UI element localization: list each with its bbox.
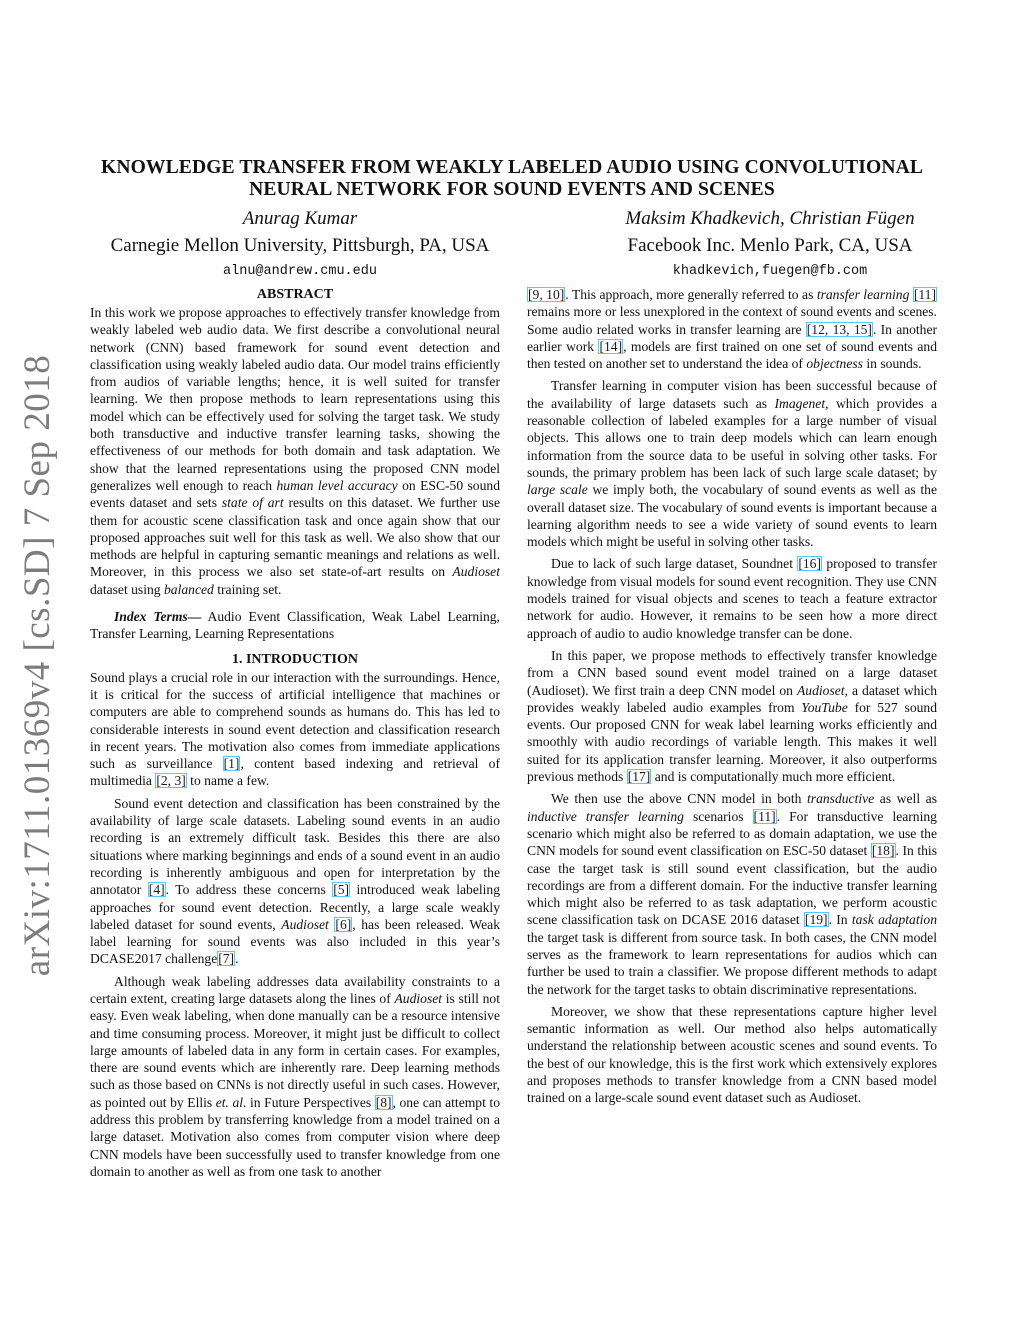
index-terms-label: Index Terms— bbox=[114, 609, 202, 625]
right-paragraph-1: [9, 10]. This approach, more generally referred to as transfer learning [11] remains more or less unexplored in the context of sound events and scenes. Some audio related works in transfer learning are [12, 13, 15]. In another earlier work [14], models are first trained on one set of sound events and then tested on another set to understand the idea of objectness in sounds. bbox=[527, 287, 937, 372]
index-terms-text: Audio Event Classification, Weak Label Learning, Transfer Learning, Learning Representations bbox=[90, 609, 500, 642]
citation-link[interactable]: [14] bbox=[599, 338, 623, 354]
left-column bbox=[90, 286, 500, 1180]
citation-link[interactable]: [8] bbox=[375, 1094, 392, 1110]
right-paragraph-6: Moreover, we show that these representations capture higher level semantic information as well. Our method also helps automatically understand the relationship between acoustic scenes and sound events. To the best of our knowledge, this is the first work which extensively explores and proposes methods to transfer knowledge from a CNN based model trained on a large-scale sound event dataset such as Audioset. bbox=[527, 1003, 937, 1106]
intro-paragraph-3: Although weak labeling addresses data availability constraints to a certain extent, creating large datasets along the lines of Audioset is still not easy. Even weak labeling, when done manually can be a resource intensive and time consuming process. Moreover, it might just be difficult to collect large amounts of labeled data in any form in certain cases. For examples, there are sound events which are inherently rare. Deep learning methods such as those based on CNNs is not directly useful in such cases. However, as pointed out by Ellis et. al. in Future Perspectives [8], one can attempt to address this problem by transferring knowledge from a model trained on a large dataset. Motivation also comes from computer vision where deep CNN models have been successfully used to transfer knowledge from one domain to another as well as from one task to another bbox=[90, 973, 500, 1179]
right-paragraph-2: Transfer learning in computer vision has been successful because of the availability of large datasets such as Imagenet, which provides a reasonable collection of labeled examples for a large number of visual objects. This allows one to train deep models which can learn enough information from the source data to be useful in solving other tasks. For sounds, the primary problem has been lack of such large scale dataset; by large scale we imply both, the vocabulary of sound events as well as the overall dataset size. The vocabulary of sound events is important because a learning algorithm needs to see a wide variety of sound events to learn models which might be useful in solving other tasks. bbox=[527, 378, 937, 550]
citation-link[interactable]: [9, 10] bbox=[528, 287, 565, 302]
introduction-heading: 1. INTRODUCTION bbox=[231, 651, 358, 667]
intro-paragraph-1: Sound plays a crucial role in our interaction with the surroundings. Hence, it is critical for the success of artificial intelligence that machines or computers are able to comprehend sounds as humans do. This has led to considerable interests in sound event detection and classification research in recent years. The motivation also comes from immediate applications such as surveillance [1], content based indexing and retrieval of multimedia [2, 3] to name a few. bbox=[90, 669, 501, 789]
author-affiliation: Carnegie Mellon University, Pittsburgh, PA, USA bbox=[110, 235, 490, 256]
author-name: Maksim Khadkevich, Christian Fügen bbox=[625, 208, 915, 229]
citation-link[interactable]: [17] bbox=[627, 769, 651, 785]
title-line-1: KNOWLEDGE TRANSFER FROM WEAKLY LABELED AUDIO USING CONVOLUTIONAL bbox=[100, 157, 923, 178]
paper-title bbox=[70, 157, 954, 201]
citation-link[interactable]: [2, 3] bbox=[156, 773, 186, 789]
abstract-paragraph: In this work we propose approaches to effectively transfer knowledge from weakly labeled web audio data. We first describe a convolutional neural network (CNN) based framework for sound event detection and classification using weakly labeled audio data. Our model trains efficiently from audios of variable lengths; hence, it is well suited for transfer learning. We then propose methods to learn representations using this model which can be effectively used for solving the target task. We study both transductive and inductive transfer learning tasks, showing the effectiveness of our methods for both domain and task adaptation. We show that the learned representations using the proposed CNN model generalizes well enough to reach human level accuracy on ESC-50 sound events dataset and sets state of art results on this dataset. We further use them for acoustic scene classification task and once again show that our proposed approaches suit well for this task as well. We also show that our methods are helpful in capturing semantic meanings and relations as well. Moreover, in this process we also set state-of-art results on Audioset dataset using balanced training set. bbox=[90, 305, 500, 597]
citation-link[interactable]: [4] bbox=[148, 882, 165, 898]
citation-link[interactable]: [11] bbox=[913, 287, 936, 302]
citation-link[interactable]: [11] bbox=[753, 808, 776, 824]
citation-link[interactable]: [1] bbox=[223, 756, 240, 772]
citation-link[interactable]: [12, 13, 15] bbox=[806, 321, 872, 337]
author-block-1 bbox=[70, 207, 530, 283]
author-name: Anurag Kumar bbox=[242, 208, 358, 229]
index-terms bbox=[90, 608, 500, 643]
arxiv-identifier-text: arXiv:1711.01369v4 [cs.SD] 7 Sep 2018 bbox=[17, 354, 59, 976]
author-email[interactable]: alnu@andrew.cmu.edu bbox=[223, 264, 377, 279]
abstract-heading: ABSTRACT bbox=[256, 287, 334, 302]
citation-link[interactable]: [16] bbox=[798, 556, 821, 572]
author-affiliation: Facebook Inc. Menlo Park, CA, USA bbox=[627, 235, 913, 256]
intro-paragraph-2: Sound event detection and classification has been constrained by the availability of large scale datasets. Labeling sound events in an audio recording is an extremely difficult task. Besides this there are also situations where marking beginnings and ends of a sound event in an audio recording is inherently ambiguous and open for interpretation by the annotator [4]. To address these concerns [5] introduced weak labeling approaches for sound event detection. Recently, a large scale weakly labeled dataset for sound events, Audioset [6], has been released. Weak label learning for sound events was also included in this year’s DCASE2017 challenge[7]. bbox=[90, 795, 501, 967]
arxiv-identifier bbox=[14, 354, 62, 976]
citation-link[interactable]: [7] bbox=[218, 951, 235, 967]
right-paragraph-3: Due to lack of such large dataset, Soundnet [16] proposed to transfer knowledge from visual models for sound event recognition. They use CNN models trained for visual objects and scenes to teach a feature extractor network for audio. However, it remains to be seen how a more direct approach of audio to audio knowledge transfer can be done. bbox=[527, 556, 937, 641]
author-block-2 bbox=[540, 207, 1000, 283]
right-paragraph-5: We then use the above CNN model in both transductive as well as inductive transfer learning scenarios [11]. For transductive learning scenario which might also be referred to as domain adaptation, we use the CNN models for sound event classification on ESC-50 dataset [18]. In this case the target task is still sound event classification, but the audio recordings are from a different domain. For the inductive transfer learning which might also be referred to as task adaptation, we perform acoustic scene classification task on DCASE 2016 dataset [19]. In task adaptation the target task is different from source task. In both cases, the CNN model serves as the framework to learn representations for audios which can further be used to train a classifier. We propose different methods to adapt the network for the target tasks to obtain discriminative representations. bbox=[527, 791, 937, 997]
right-column bbox=[527, 286, 937, 1107]
citation-link[interactable]: [6] bbox=[335, 916, 352, 932]
citation-link[interactable]: [5] bbox=[333, 882, 350, 898]
right-paragraph-4: In this paper, we propose methods to effectively transfer knowledge from a CNN based sound event model trained on a large dataset (Audioset). We first train a deep CNN model on Audioset, a dataset which provides weakly labeled audio examples from YouTube for 527 sound events. Our proposed CNN for weak label learning works efficiently and smoothly with audio recordings of variable length. This makes it well suited for its application transfer learning. Moreover, it also outperforms previous methods [17] and is computationally much more efficient. bbox=[527, 647, 938, 785]
title-line-2: NEURAL NETWORK FOR SOUND EVENTS AND SCENES bbox=[249, 179, 775, 200]
citation-link[interactable]: [18] bbox=[871, 843, 895, 859]
citation-link[interactable]: [19] bbox=[804, 912, 828, 928]
author-email[interactable]: khadkevich,fuegen@fb.com bbox=[672, 264, 868, 279]
